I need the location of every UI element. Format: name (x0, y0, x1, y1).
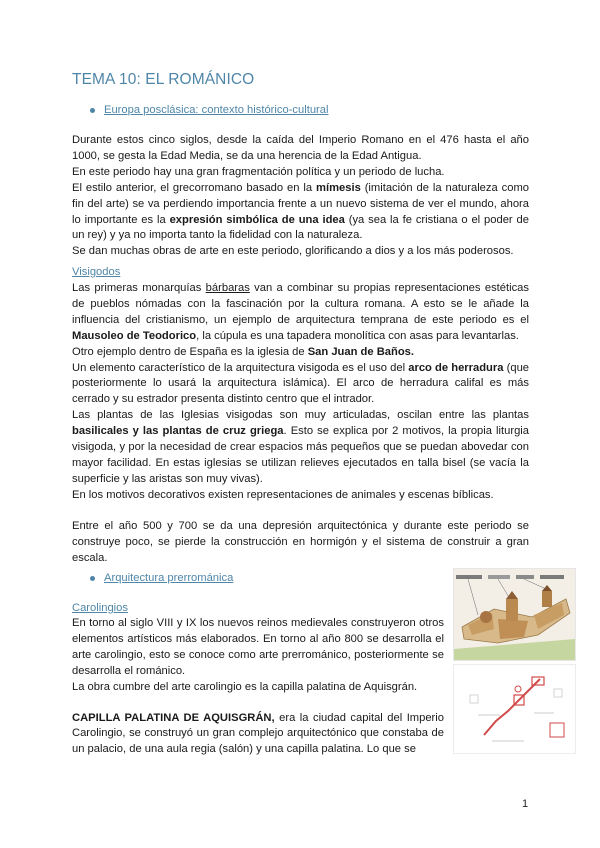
bold-mausoleo: Mausoleo de Teodorico (72, 329, 197, 342)
underlined-barbaras: bárbaras (205, 282, 250, 294)
visigodos-text (72, 281, 529, 566)
floor-plan-drawing (454, 665, 575, 753)
visigodos-paragraph-4: Las plantas de las Iglesias visigodas son muy articuladas, oscilan entre las plantas basilicales y las plantas de cruz griega. Esto se explica por 2 motivos, la propia liturgia visigoda, y por la necesidad de crear espacios más pequeños que se puedan abovedar con mayor facilidad. En estas iglesias se utilizan relieves ejecutados en talla bisel (se vacía la superficie y las aristas son muy vivas). (72, 409, 529, 485)
intro-text (72, 133, 529, 260)
palace-complex-illustration (453, 568, 576, 661)
visigodos-paragraph-3: Un elemento característico de la arquitectura visigoda es el uso del arco de herradura (que posteriormente lo usará la arquitectura islámica). El arco de herradura califal es más cerrado y su estrador presenta distinto centro que el intrador. (72, 361, 530, 406)
visigodos-paragraph-5: En los motivos decorativos existen representaciones de animales y escenas bíblicas. (72, 488, 494, 501)
carolingios-paragraph-2: La obra cumbre del arte carolingio es la capilla palatina de Aquisgrán. (72, 680, 418, 693)
bold-expresion: expresión simbólica de una idea (169, 213, 345, 226)
bold-san-juan: San Juan de Baños. (307, 345, 415, 358)
bullet-icon (90, 108, 95, 113)
bullet-icon (90, 576, 95, 581)
bold-capilla-palatina: CAPILLA PALATINA DE AQUISGRÁN, (72, 711, 275, 724)
bold-plantas: basilicales y las plantas de cruz griega (72, 425, 284, 438)
section-bullet-prerromanica (90, 572, 233, 584)
bold-arco-herradura: arco de herradura (408, 361, 504, 374)
intro-paragraph-4: Se dan muchas obras de arte en este periodo, glorificando a dios y a los más poderosos. (72, 245, 514, 258)
intro-paragraph-2: En este periodo hay una gran fragmentación política y un periodo de lucha. (72, 165, 445, 178)
visigodos-paragraph-2: Otro ejemplo dentro de España es la iglesia de San Juan de Baños. (72, 345, 415, 358)
page-title: TEMA 10: EL ROMÁNICO (72, 71, 255, 88)
visigodos-paragraph-6: Entre el año 500 y 700 se da una depresión arquitectónica y durante este periodo se construye poco, se pierde la construcción en hormigón y el sistema de construir a gran escala. (72, 519, 529, 564)
intro-paragraph-3: El estilo anterior, el grecorromano basado en la mímesis (imitación de la naturaleza como fin del arte) se va perdiendo importancia frente a un nuevo sistema de ver el mundo, ahora lo importante es la expresión simbólica de una idea (ya sea la fe cristiana o el poder de un rey) y ya no importa tanto la fidelidad con la naturaleza. (72, 181, 529, 242)
carolingios-paragraph-3: CAPILLA PALATINA DE AQUISGRÁN, era la ciudad capital del Imperio Carolingio, se construyó un gran complejo arquitectónico que constaba de un palacio, de una aula regia (salón) y una capilla palatina. Lo que se (72, 711, 444, 756)
section-link-prerromanica[interactable]: Arquitectura prerrománica (104, 572, 234, 584)
heading-visigodos: Visigodos (72, 266, 121, 278)
heading-carolingios: Carolingios (72, 602, 128, 614)
bold-mimesis: mímesis (316, 181, 361, 194)
palace-complex-drawing (454, 569, 575, 660)
carolingios-paragraph-1: En torno al siglo VIII y IX los nuevos reinos medievales construyeron otros elementos artísticos más elaborados. En torno al año 800 se desarrolla el arte carolingio, esto se conoce como arte prerrománico, posteriormente se desarrolla el románico. (72, 617, 444, 677)
page-number: 1 (522, 798, 529, 810)
section-bullet-europa (90, 104, 328, 116)
floor-plan-illustration (453, 664, 576, 754)
intro-paragraph-1: Durante estos cinco siglos, desde la caída del Imperio Romano en el 476 hasta el año 1000, se gesta la Edad Media, se da una herencia de la Edad Antigua. (72, 134, 529, 162)
section-link-europa[interactable]: Europa posclásica: contexto histórico-cultural (104, 104, 329, 116)
carolingios-text (72, 616, 444, 758)
visigodos-paragraph-1: Las primeras monarquías bárbaras van a combinar su propias representaciones estéticas de pueblos nómadas con la fascinación por la cultura romana. A esto se le añade la influencia del cristianismo, un ejemplo de arquitectura temprana de este periodo es el Mausoleo de Teodorico, la cúpula es una tapadera monolítica con asas para levantarlas. (72, 282, 529, 342)
